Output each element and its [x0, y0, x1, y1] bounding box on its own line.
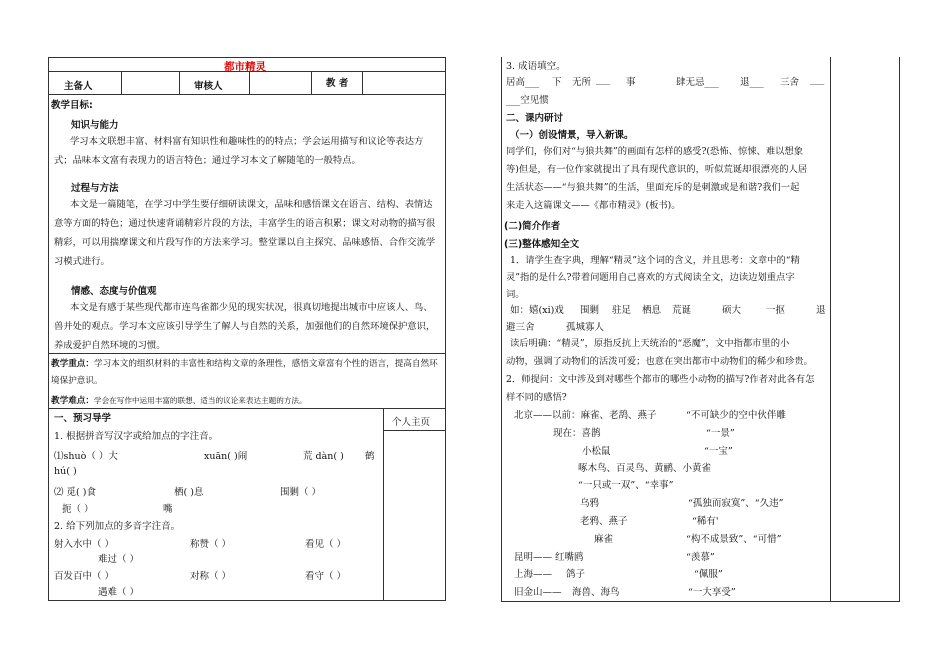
polyphone-item: 看守（ ）	[305, 571, 347, 582]
vocab-word: 避三舍	[506, 322, 535, 333]
idiom-blank: ___空见惯	[506, 95, 549, 106]
idiom-blank: 事	[626, 77, 636, 88]
city-san-francisco: 旧金山——	[514, 587, 562, 598]
vocab-word: 一抠	[766, 305, 786, 316]
question-1: 1. 根据拼音写汉字或给加点的字注音。	[54, 431, 219, 442]
pinyin-item: ⑵ 觅( )食	[54, 487, 96, 498]
feeling: “稀有'	[692, 516, 719, 527]
feeling: “一宝”	[704, 446, 733, 457]
personal-homepage-label: 个人主页	[392, 417, 431, 428]
preview-heading: 一、预习导学	[54, 413, 112, 424]
intro-paragraph: 同学们，你们对“与狼共舞”的画面有怎样的感受?(恐怖、惊悚、难以想象 等)但是，有一位作家就提出了具有现代意识的，听似荒诞却很漂亮的人居 生活状态——“与狼共舞”的生活，里面充斥的是刺激或是和谐?我们一起 来走入这篇课文——《都市精灵》(板书)。	[506, 146, 808, 211]
pinyin-item: 围剿（ ）	[280, 487, 322, 498]
polyphone-item: 看见（ ）	[305, 539, 347, 550]
vocab-word: 退	[816, 305, 826, 316]
idiom-blank: 下	[552, 77, 562, 88]
polyphone-item: 百发百中（ ）	[54, 571, 115, 582]
animal: 乌鸦	[580, 498, 600, 509]
animal: 麻雀	[594, 534, 614, 545]
feeling: “羡慕”	[686, 552, 715, 563]
idiom-blank: 无所	[572, 77, 592, 88]
vocab-word: 如：嬉(xi)戏	[510, 305, 564, 316]
feeling: “一大享受”	[688, 587, 736, 598]
city-kunming: 昆明—— 红嘴鸥	[514, 552, 584, 563]
key-point: 教学重点：学习本文的组织材料的丰富性和结构文章的条理性，感悟文章富有个性的语言，提高自然环 境保护意识。	[51, 359, 438, 386]
question-paragraph: 2．师提问：文中涉及到对哪些个都市的哪些小动物的描写?作者对此各有怎 样不同的感悟?	[506, 374, 815, 403]
vocab-word: 驻足	[612, 305, 632, 316]
feeling: “一景”	[706, 428, 735, 439]
feeling: “一只或一双”、“幸事”	[578, 480, 674, 491]
animal: 鸽子	[566, 569, 586, 580]
knowledge-heading: 知识与能力	[71, 120, 119, 131]
step-1-heading: （一）创设情景，导入新课。	[510, 130, 634, 141]
pinyin-item: 嘴	[163, 504, 173, 515]
polyphone-item: 射入水中（ ）	[54, 539, 115, 550]
pinyin-item: 扼（ ）	[62, 504, 94, 515]
idiom-blank: 肆无忌___	[676, 77, 719, 88]
idiom-blank: 居高___	[506, 77, 540, 88]
city-shanghai: 上海——	[514, 569, 553, 580]
process-heading: 过程与方法	[71, 183, 119, 194]
question-3: 3. 成语填空。	[506, 61, 566, 72]
emotion-heading: 情感、态度与价值观	[71, 286, 157, 297]
vocab-word: 硕大	[722, 305, 742, 316]
feeling: “孤独而寂寞”、“久违”	[688, 498, 784, 509]
idiom-blank: ___	[810, 74, 825, 85]
animal: 啄木鸟、百灵鸟、黄鹂、小黄雀	[578, 463, 712, 474]
polyphone-item: 难过（ ）	[98, 554, 140, 565]
idiom-blank: 退___	[740, 77, 764, 88]
idiom-blank: ___	[596, 74, 611, 85]
feeling: “佩服”	[694, 569, 723, 580]
animal: 老鸦、燕子	[580, 516, 628, 527]
question-2: 2. 给下列加点的多音字注音。	[54, 521, 181, 532]
animal: 海兽、海鸟	[572, 587, 620, 598]
animal: 小松鼠	[582, 446, 611, 457]
emotion-text: 本文是有感于某些现代都市连鸟雀都少见的现实状况，很真切地提出城市中应该人、鸟、 兽并处的观点。学习本文应该引导学生了解人与自然的关系，加强他们的自然环境保护意识， 养成爱护自然环境的习惯。	[54, 302, 436, 351]
vocab-word: 荒诞	[672, 305, 692, 316]
vocab-word: 栖息	[642, 305, 662, 316]
reviewer-label: 审核人	[194, 81, 223, 92]
vocab-word: 围剿	[580, 305, 600, 316]
pinyin-item: 鹤	[365, 451, 375, 462]
polyphone-item: 称赞（ ）	[190, 539, 232, 550]
pinyin-item: 栖( )息	[174, 487, 204, 498]
section-2-heading: 二、课内研讨	[506, 113, 564, 124]
teacher-label: 教 者	[326, 78, 349, 89]
polyphone-item: 对称（ ）	[190, 571, 232, 582]
feeling: “构不成景致”、“可惜”	[686, 534, 782, 545]
idiom-blank: 三舍	[780, 77, 800, 88]
knowledge-text: 学习本文联想丰富、材料富有知识性和趣味性的的特点；学会运用描写和议论等表达方 式；品味本文富有表现力的语言特色；通过学习本文了解随笔的一般特点。	[54, 136, 424, 166]
pinyin-item: 荒 dàn( )	[303, 451, 344, 462]
pinyin-item: xuān( )闹	[204, 451, 248, 462]
polyphone-item: 遇难（ ）	[98, 587, 140, 598]
goals-heading: 教学目标:	[51, 100, 93, 111]
process-text: 本文是一篇随笔，在学习中学生要仔细研读课文，品味和感悟课文在语言、结构、表情达 意等方面的特色；通过快速背诵精彩片段的方法，丰富学生的语言积累；课文对动物的描写很 精彩，可以用揣摩课文和片段写作的方法来学习。整堂课以自主探究、品味感悟、合作交流学 习模式进行。	[54, 199, 436, 267]
city-beijing: 北京——以前：麻雀、老鸹、燕子	[514, 410, 657, 421]
reading-instructions: 1．请学生查字典，理解“精灵”这个词的含义，并且思考：文章中的“精 灵”指的是什么?带着问题用自己喜欢的方式阅读全文，边读边划重点字 词。	[506, 255, 800, 300]
pinyin-item: hú( )	[54, 466, 77, 477]
pinyin-item: ⑴shuò（ ）大	[54, 451, 118, 462]
feeling: “不可缺少的空中伙伴雕	[686, 410, 786, 421]
preparer-label: 主备人	[64, 81, 93, 92]
page-title: 都市精灵	[224, 61, 266, 73]
animal-now: 现在：喜鹊	[553, 428, 601, 439]
step-3-heading: (三)整体感知全文	[504, 239, 580, 250]
step-2-heading: (二)简介作者	[504, 221, 561, 232]
vocab-word: 孤城寡人	[566, 322, 605, 333]
difficulty-point: 教学难点：学会在写作中运用丰富的联想、适当的议论来表达主题的方法。	[51, 396, 307, 406]
explanation-paragraph: 读后明确：“精灵”，原指反抗上天统治的“恶魔”，文中指都市里的小 动物，强调了动物们的活泼可爱；也意在突出都市中动物们的稀少和珍贵。	[506, 338, 813, 367]
